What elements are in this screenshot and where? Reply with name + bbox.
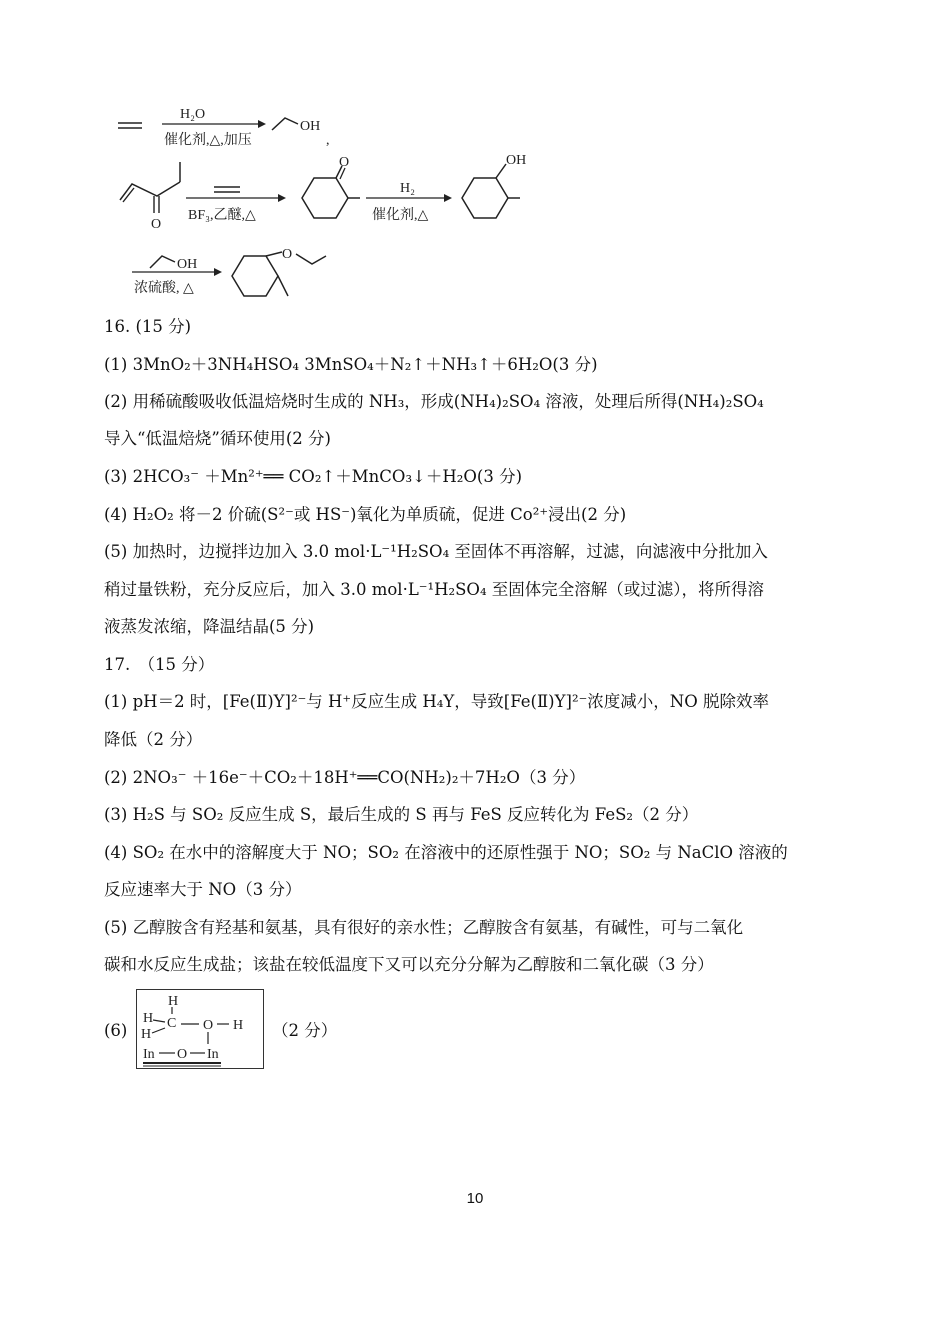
struct-h-right: H [233, 1018, 244, 1033]
q16-part3: (3) 2HCO₃⁻ ＋Mn²⁺══ CO₂↑＋MnCO₃↓＋H₂O(3 分) [104, 467, 523, 486]
step3-condition: 催化剂,△ [372, 208, 429, 223]
step1-reagent: H₂O [180, 107, 206, 122]
reaction-scheme [0, 0, 950, 310]
ether-oxygen: O [282, 247, 293, 262]
struct-o-bottom: O [177, 1047, 188, 1062]
q16-part5-line3: 液蒸发浓缩，降温结晶(5 分) [104, 617, 315, 636]
scheme-row-1 [118, 107, 330, 148]
q17-part6-label: (6) [104, 1021, 128, 1040]
q16-part5-line2: 稍过量铁粉，充分反应后，加入 3.0 mol·L⁻¹H₂SO₄ 至固体完全溶解（或过滤），将所得溶 [104, 580, 765, 599]
q17-part5-line1: (5) 乙醇胺含有羟基和氨基，具有很好的亲水性；乙醇胺含有氨基，有碱性，可与二氧化 [104, 918, 744, 937]
struct-in-2: In [207, 1047, 219, 1062]
struct-o: O [203, 1018, 214, 1033]
q16-part1: (1) 3MnO₂＋3NH₄HSO₄ 3MnSO₄＋N₂↑＋NH₃↑＋6H₂O(3 分) [104, 355, 598, 374]
scheme-row-3 [132, 247, 326, 296]
struct-h-low: H [141, 1027, 152, 1042]
q16-part4: (4) H₂O₂ 将－2 价硫(S²⁻或 HS⁻)氧化为单质硫，促进 Co²⁺浸出(2 分) [104, 505, 627, 524]
q17-part6-score: （2 分） [272, 1021, 338, 1040]
page-number: 10 [466, 1190, 484, 1207]
step3-reagent: H₂ [400, 181, 415, 196]
step2-condition: BF₃,乙醚,△ [188, 208, 256, 223]
q16-header: 16. (15 分) [104, 317, 192, 336]
q17-part1-line2: 降低（2 分） [104, 730, 203, 749]
struct-h-top: H [168, 994, 179, 1009]
q17-part2: (2) 2NO₃⁻ ＋16e⁻＋CO₂＋18H⁺══CO(NH₂)₂＋7H₂O（3 分） [104, 768, 586, 787]
q16-part2-line1: (2) 用稀硫酸吸收低温焙烧时生成的 NH₃，形成(NH₄)₂SO₄ 溶液，处理后所得(NH₄)₂SO₄ [104, 392, 764, 411]
cyclohexanone-oxygen: O [339, 155, 350, 170]
adsorption-structure-box [136, 989, 264, 1069]
q17-part4-line1: (4) SO₂ 在水中的溶解度大于 NO；SO₂ 在溶液中的还原性强于 NO；SO₂ 与 NaClO 溶液的 [104, 843, 788, 862]
q17-part3: (3) H₂S 与 SO₂ 反应生成 S，最后生成的 S 再与 FeS 反应转化为 FeS₂（2 分） [104, 805, 699, 824]
q17-header: 17. （15 分） [104, 655, 215, 674]
struct-h-left: H [143, 1011, 154, 1026]
q16-part5-line1: (5) 加热时，边搅拌边加入 3.0 mol·L⁻¹H₂SO₄ 至固体不再溶解，过滤，向滤液中分批加入 [104, 542, 768, 561]
scheme-row-2 [120, 153, 526, 232]
struct-in-1: In [143, 1047, 155, 1062]
adsorption-structure [137, 990, 263, 1068]
step1-product-oh: OH [300, 119, 321, 134]
q16-part2-line2: 导入“低温焙烧”循环使用(2 分) [104, 429, 331, 448]
step4-reagent-oh: OH [177, 257, 198, 272]
q17-part5-line2: 碳和水反应生成盐；该盐在较低温度下又可以充分分解为乙醇胺和二氧化碳（3 分） [104, 955, 714, 974]
step1-condition: 催化剂,△,加压 [164, 133, 252, 148]
step4-condition: 浓硫酸, △ [134, 281, 194, 296]
q17-part4-line2: 反应速率大于 NO（3 分） [104, 880, 302, 899]
cyclohexanol-oh: OH [506, 153, 527, 168]
q17-part1-line1: (1) pH＝2 时，[Fe(Ⅱ)Y]²⁻与 H⁺反应生成 H₄Y，导致[Fe(Ⅱ)Y]²⁻浓度减小，NO 脱除效率 [104, 692, 769, 711]
struct-c: C [167, 1016, 177, 1031]
ketone-oxygen: O [151, 217, 162, 232]
scheme-comma: , [326, 133, 330, 148]
